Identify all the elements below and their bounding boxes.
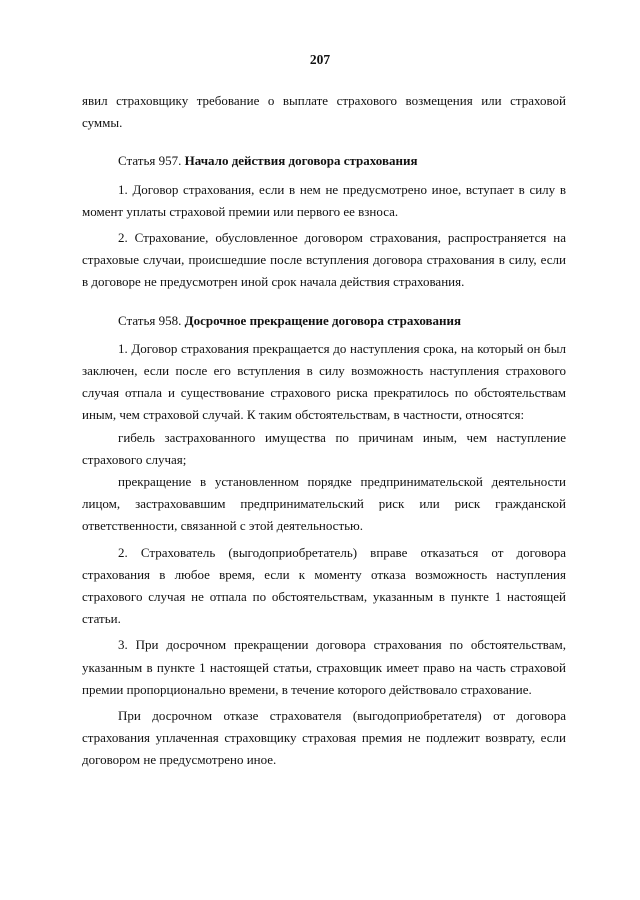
article-957-prefix: Статья 957. — [118, 153, 182, 169]
continuation-paragraph: явил страховщику требование о выплате страхового возмещения или страховой суммы. — [82, 93, 566, 131]
article-958-paragraph-2: 2. Страхователь (выгодоприобретатель) вправе отказаться от договора страхования в любое время, если к моменту отказа возможность наступления страхового случая не отпала по обстоятельствам, указанным в пункте 1 настоящей статьи. — [82, 544, 566, 627]
article-957-paragraph-2: 2. Страхование, обусловленное договором страхования, распространяется на страховые случаи, происшедшие после вступления договора страхования в силу, если в договоре не предусмотрен иной срок начала действия страхования. — [82, 230, 566, 290]
article-958-list-item-2: прекращение в установленном порядке предпринимательской деятельности лицом, застраховавшим предпринимательский риск или риск гражданской ответственности, связанной с этой деятельностью. — [82, 474, 566, 534]
document-body — [82, 90, 566, 772]
article-958-list-item-1: гибель застрахованного имущества по причинам иным, чем наступление страхового случая; — [82, 429, 566, 467]
article-958-prefix: Статья 958. — [118, 312, 182, 328]
article-957-heading — [82, 150, 566, 172]
article-958-title: Досрочное прекращение договора страхования — [184, 312, 462, 328]
article-958-paragraph-1: 1. Договор страхования прекращается до наступления срока, на который он был заключен, если после его вступления в силу возможность наступления страхового случая отпала и существование страхового риска прекратилось по обстоятельствам иным, чем страховой случай. К таким обстоятельствам, в частности, относятся: — [82, 340, 566, 423]
article-958-paragraph-4: При досрочном отказе страхователя (выгодоприобретателя) от договора страхования уплаченная страховщику страховая премия не подлежит возврату, если договором не предусмотрено иное. — [82, 708, 566, 768]
article-958-paragraph-3: 3. При досрочном прекращении договора страхования по обстоятельствам, указанным в пункте 1 настоящей статьи, страховщик имеет право на часть страховой премии пропорционально времени, в течение которого действовало страхование. — [82, 637, 566, 697]
article-958-heading — [82, 310, 566, 332]
article-957-paragraph-1: 1. Договор страхования, если в нем не предусмотрено иное, вступает в силу в момент уплаты страховой премии или первого ее взноса. — [82, 181, 566, 219]
article-957-title: Начало действия договора страхования — [184, 153, 418, 169]
page-number: 207 — [309, 52, 331, 67]
